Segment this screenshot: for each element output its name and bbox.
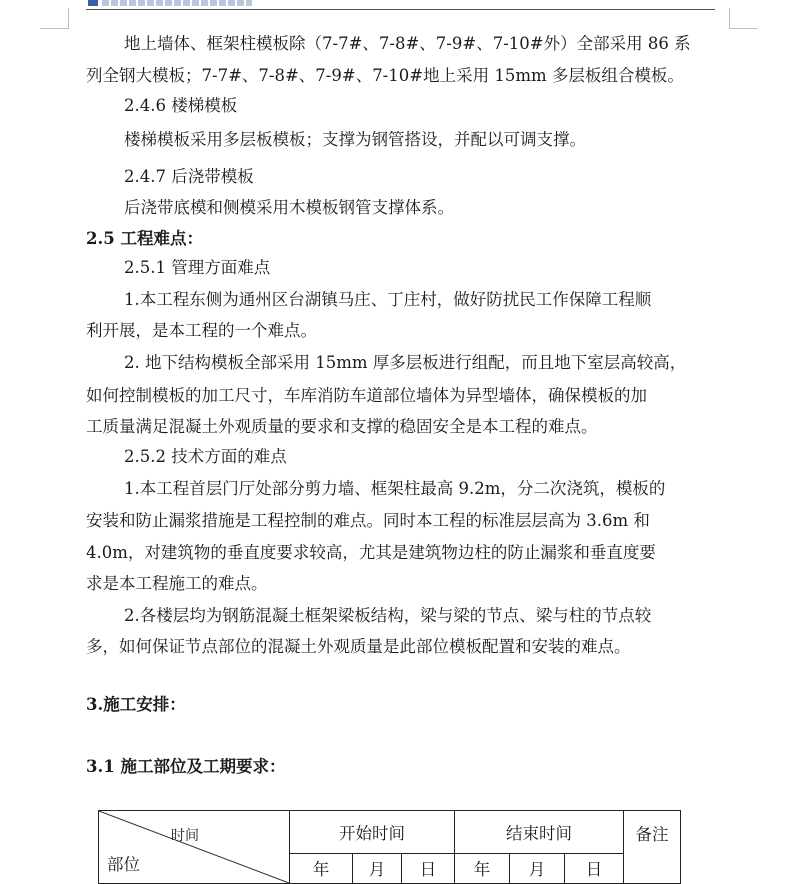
subheading-2-5-2: 2.5.2 技术方面的难点 bbox=[124, 447, 287, 466]
remark-header: 备注 bbox=[624, 811, 681, 884]
end-year: 年 bbox=[455, 853, 510, 883]
start-time-header: 开始时间 bbox=[290, 811, 455, 854]
end-time-header: 结束时间 bbox=[455, 811, 624, 854]
margin-mark-left bbox=[40, 8, 69, 29]
paragraph-line: 1.本工程首层门厅处部分剪力墙、框架柱最高 9.2m，分二次浇筑，模板的 bbox=[124, 479, 666, 498]
subheading-2-4-6: 2.4.6 楼梯模板 bbox=[124, 96, 238, 115]
paragraph-line: 2.各楼层均为钢筋混凝土框架梁板结构，梁与梁的节点、梁与柱的节点较 bbox=[124, 606, 652, 625]
paragraph-line: 工质量满足混凝土外观质量的要求和支撑的稳固安全是本工程的难点。 bbox=[86, 417, 598, 436]
start-month: 月 bbox=[353, 853, 402, 883]
paragraph-line: 多，如何保证节点部位的混凝土外观质量是此部位模板配置和安装的难点。 bbox=[86, 637, 631, 656]
end-day: 日 bbox=[565, 853, 624, 883]
paragraph-line: 安装和防止漏浆措施是工程控制的难点。同时本工程的标准层层高为 3.6m 和 bbox=[86, 511, 650, 530]
paragraph-line: 1.本工程东侧为通州区台湖镇马庄、丁庄村，做好防扰民工作保障工程顺 bbox=[124, 290, 652, 309]
company-logo-icon bbox=[88, 0, 98, 6]
diag-label-part: 部位 bbox=[107, 855, 140, 874]
paragraph-line: 求是本工程施工的难点。 bbox=[86, 574, 268, 593]
subheading-2-5-1: 2.5.1 管理方面难点 bbox=[124, 258, 271, 277]
heading-3: 3.施工安排： bbox=[86, 695, 186, 714]
paragraph-line: 地上墙体、框架柱模板除（7-7#、7-8#、7-9#、7-10#外）全部采用 86 系 bbox=[124, 34, 691, 53]
header-rule bbox=[86, 9, 715, 10]
paragraph-line: 2. 地下结构模板全部采用 15mm 厚多层板进行组配，而且地下室层高较高， bbox=[124, 353, 687, 372]
margin-mark-right bbox=[729, 8, 758, 29]
start-day: 日 bbox=[402, 853, 455, 883]
paragraph-line: 4.0m，对建筑物的垂直度要求较高，尤其是建筑物边柱的防止漏浆和垂直度要 bbox=[86, 543, 656, 562]
subheading-2-4-7: 2.4.7 后浇带模板 bbox=[124, 167, 254, 186]
paragraph-line: 利开展，是本工程的一个难点。 bbox=[86, 321, 317, 340]
schedule-table bbox=[98, 810, 681, 884]
header-text-strip bbox=[102, 0, 252, 6]
heading-3-1: 3.1 施工部位及工期要求： bbox=[86, 757, 286, 776]
paragraph-line: 列全钢大模板；7-7#、7-8#、7-9#、7-10#地上采用 15mm 多层板组合模板。 bbox=[86, 66, 684, 85]
diag-label-time: 时间 bbox=[171, 828, 199, 844]
end-month: 月 bbox=[510, 853, 565, 883]
start-year: 年 bbox=[290, 853, 353, 883]
paragraph-line: 楼梯模板采用多层板模板；支撑为钢管搭设，并配以可调支撑。 bbox=[124, 130, 586, 149]
paragraph-line: 如何控制模板的加工尺寸，车库消防车道部位墙体为异型墙体，确保模板的加 bbox=[86, 386, 647, 405]
heading-2-5: 2.5 工程难点： bbox=[86, 229, 203, 248]
diagonal-header-cell bbox=[99, 811, 290, 884]
paragraph-line: 后浇带底模和侧模采用木模板钢管支撑体系。 bbox=[124, 198, 454, 217]
